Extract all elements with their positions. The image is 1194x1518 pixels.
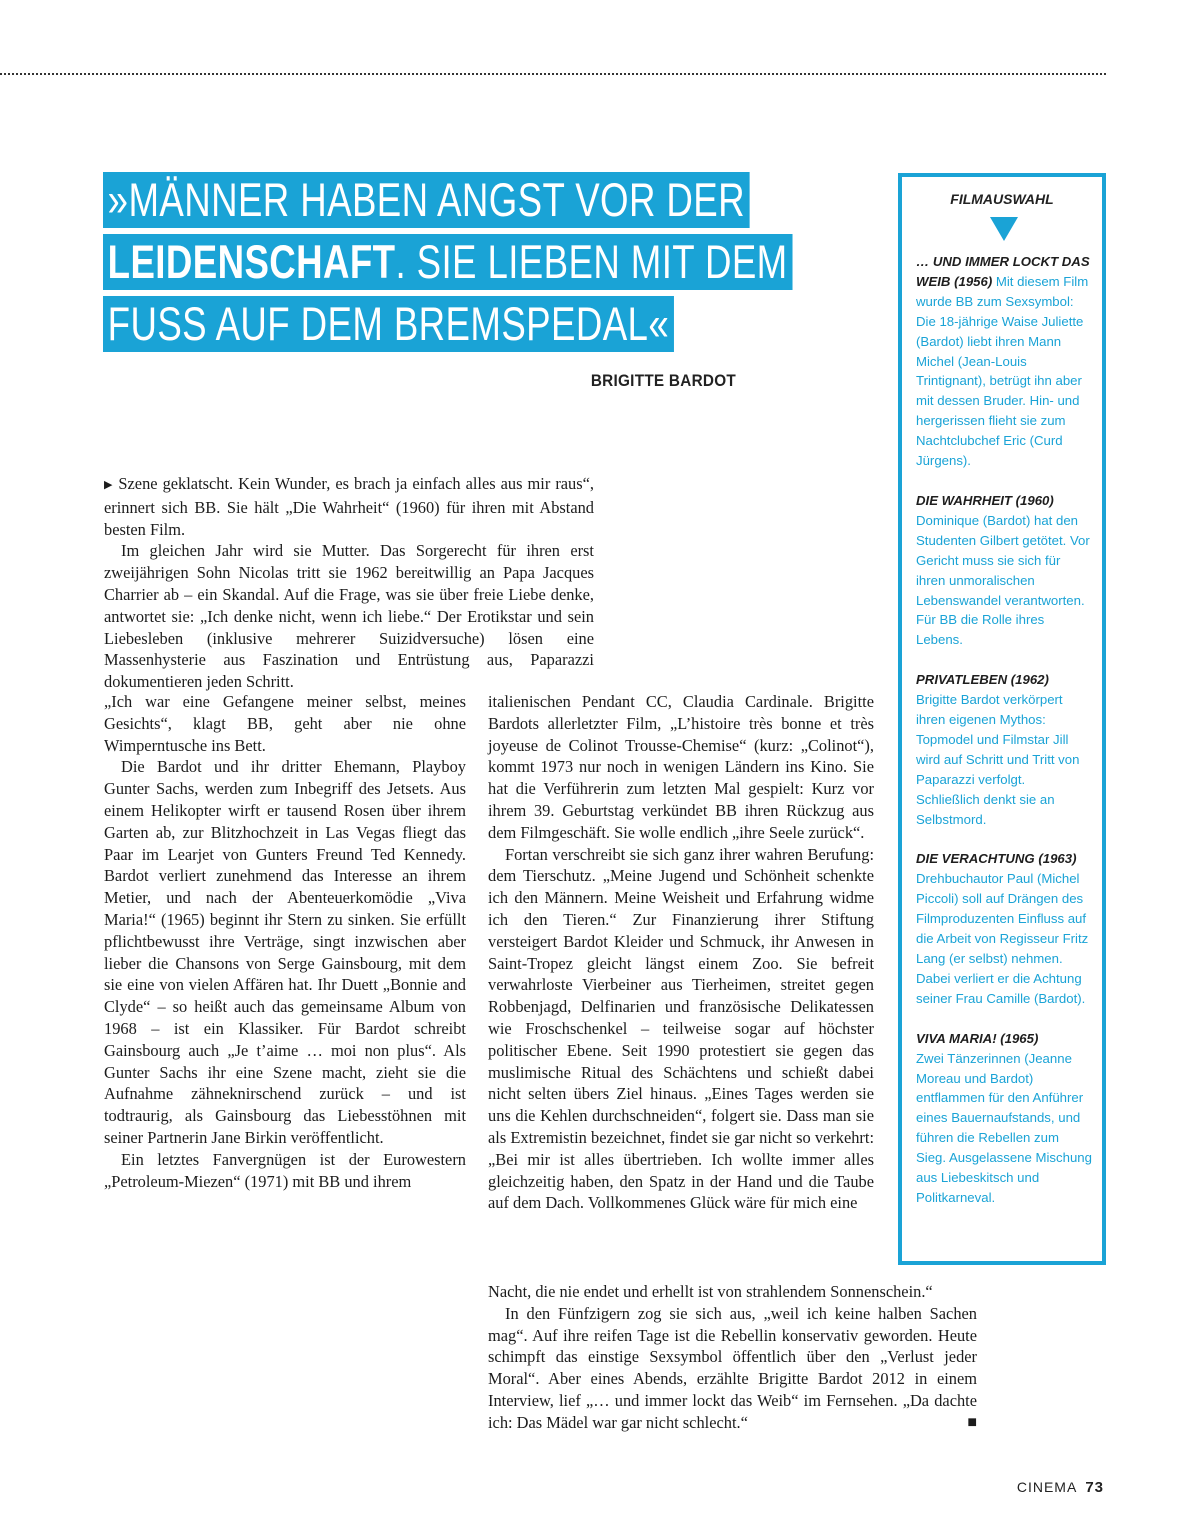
film-title: … UND IMMER LOCKT DAS WEIB (1956) [916, 254, 1090, 289]
film-entry [916, 252, 1092, 471]
film-entry [916, 491, 1092, 650]
quote-line-3 [103, 296, 674, 352]
quote-bold-word: LEIDENSCHAFT [107, 235, 396, 288]
quote-attribution: BRIGITTE BARDOT [590, 371, 736, 390]
paragraph: Die Bardot und ihr dritter Ehemann, Playboy Gunter Sachs, werden zum Inbegriff des Jetsets. Aus einem Helikopter wirft er tausend Rosen über ihrem Garten ab, zur Blitzhochzeit in Las Vegas fliegt das Paar im Learjet von Gunters Freund Ted Kennedy. Bardot verliert zunehmend das Interesse an ihrem Metier, und nach der Abenteuerkomödie „Viva Maria!“ (1965) beginnt ihr Stern zu sinken. Sie erfüllt pflichtbewusst ihre Verträge, singt inzwischen aber lieber die Chansons von Serge Gainsbourg, mit dem sie eine von vielen Affären hat. Ihr Duett „Bonnie and Clyde“ – so heißt auch das gemeinsame Album von 1968 – ist ein Klassiker. Für Bardot schreibt Gainsbourg auch „Je t’aime … moi non plus“. Als Gunter Sachs ihr eine Szene macht, zieht sie die Aufnahme zähneknirschend zurück – und ist todtraurig, als Gainsbourg das Liebesstöhnen mit seiner Partnerin Jane Birkin veröffentlicht. [104, 757, 466, 1147]
quote-line-3-text: FUSS AUF DEM BREMSPEDAL« [107, 297, 670, 350]
pull-quote [103, 172, 788, 358]
film-entry [916, 849, 1092, 1008]
film-description: Dominique (Bardot) hat den Studenten Gilbert getötet. Vor Gericht muss sie sich für ihren unmoralischen Lebenswandel verantworten. Für BB die Rolle ihres Lebens. [916, 512, 1090, 648]
paragraph: Ein letztes Fanvergnügen ist der Eurowestern „Petroleum-Miezen“ (1971) mit BB und ihrem [104, 1149, 466, 1191]
article-column-1 [104, 473, 594, 693]
paragraph: italienischen Pendant CC, Claudia Cardinale. Brigitte Bardots allerletzter Film, „L’histoire très bonne et très joyeuse de Colinot Trousse-Chemise“ (kurz: „Colinot“), kommt 1973 nur noch in wenigen Ländern ins Kino. Sie hat die Verführerin zum letzten Mal gespielt: Kurz vor ihrem 39. Geburtstag verkündet BB ihren Rückzug aus dem Filmgeschäft. Sie wolle endlich „ihre Seele zurück“. [488, 692, 874, 842]
film-title: VIVA MARIA! (1965) [916, 1030, 1039, 1046]
triangle-down-icon [990, 217, 1018, 241]
film-entry [916, 1029, 1092, 1208]
film-selection-sidebar [898, 173, 1106, 1265]
page-footer [1017, 1479, 1104, 1496]
end-square-icon: ■ [967, 1413, 977, 1431]
page-number: 73 [1085, 1479, 1104, 1496]
sidebar-entries [916, 252, 1092, 1228]
film-description: Drehbuchautor Paul (Michel Piccoli) soll auf Drängen des Filmproduzenten Einfluss auf die Arbeit von Regisseur Fritz Lang (er selbst) nehmen. Dabei verliert er die Achtung seiner Frau Camille (Bardot). [916, 871, 1089, 1006]
paragraph: Im gleichen Jahr wird sie Mutter. Das Sorgerecht für ihren erst zweijährigen Sohn Nicolas tritt sie 1962 bereitwillig an Papa Jacques Charrier ab – ein Skandal. Auf die Frage, was sie über freie Liebe denke, antwortet sie: „Ich denke nicht, wenn ich liebe.“ Der Erotikstar und sein Liebesleben (inklusive mehrerer Suizidversuche) lösen eine Massenhysterie aus Faszination und Entrüstung aus, Paparazzi dokumentieren jeden Schritt. [104, 541, 594, 692]
film-description: Brigitte Bardot verkörpert ihren eigenen Mythos: Topmodel und Filmstar Jill wird auf Schritt und Tritt von Paparazzi verfolgt. Schließlich denkt sie an Selbstmord. [916, 692, 1080, 827]
film-title: PRIVATLEBEN (1962) [916, 672, 1049, 688]
paragraph: „Ich war eine Gefangene meiner selbst, meines Gesichts“, klagt BB, geht aber nie ohne Wimperntusche ins Bett. [104, 692, 466, 755]
paragraph-text: Szene geklatscht. Kein Wunder, es brach ja einfach alles aus mir raus“, erinnert sich BB. Sie hält „Die Wahrheit“ (1960) für ihren mit Abstand besten Film. [104, 474, 594, 539]
paragraph [488, 1303, 977, 1434]
top-dotted-rule [0, 73, 1106, 75]
quote-line-2 [103, 234, 792, 290]
quote-line-1 [103, 172, 750, 228]
quote-line-2-text: . SIE LIEBEN MIT DEM [395, 235, 788, 288]
film-description: Mit diesem Film wurde BB zum Sexsymbol: Die 18-jährige Waise Juliette (Bardot) liebt ihren Mann Michel (Jean-Louis Trintignant), betrügt ihn aber mit dessen Bruder. Hin- und hergerissen flieht sie zum Nachtclubchef Eric (Curd Jürgens). [916, 273, 1089, 469]
sidebar-heading: FILMAUSWAHL [950, 191, 1054, 207]
film-description: Zwei Tänzerinnen (Jeanne Moreau und Bardot) entflammen für den Anführer eines Bauernaufstands, und führen die Rebellen zum Sieg. Ausgelassene Mischung aus Liebeskitsch und Politkarneval. [916, 1050, 1092, 1205]
paragraph: Nacht, die nie endet und erhellt ist von strahlendem Sonnenschein.“ [488, 1282, 933, 1301]
paragraph-text: In den Fünfzigern zog sie sich aus, „weil ich keine halben Sachen mag“. Auf ihre reifen Tage ist die Rebellin konservativ geworden. Heute schimpft das einstige Sexsymbol öffentlich über den „Verlust jeder Moral“. Aber eines Abends, erzählte Brigitte Bardot 2012 in einem Interview, lief „… und immer lockt das Weib“ im Fernsehen. „Da dachte ich: Das Mädel war gar nicht schlecht.“ [488, 1303, 977, 1432]
article-column-2 [104, 691, 466, 1192]
film-entry [916, 670, 1092, 829]
continue-arrow-icon: ▶ [104, 479, 114, 491]
article-column-3 [488, 691, 874, 1214]
paragraph: Fortan verschreibt sie sich ganz ihrer wahren Berufung: dem Tierschutz. „Meine Jugend und Schönheit schenkte ich den Männern. Meine Weisheit und Erfahrung widme ich den Tieren.“ Zur Finanzierung ihrer Stiftung versteigert Bardot Kleider und Schmuck, ihr Anwesen in Saint-Tropez gleicht längst einem Zoo. Sie befreit verwahrloste Vierbeiner aus Tierheimen, streitet gegen Robbenjagd, Delfinarien und französische Delikatessen wie Froschschenkel – teilweise sogar auf höchster politischer Ebene. Seit 1990 protestiert sie gegen das muslimische Ritual des Schächtens und schießt dabei nicht selten übers Ziel hinaus. „Eines Tages werden sie uns die Kehlen durchschneiden“, folgert sie. Dass man sie als Extremistin bezeichnet, findet sie gar nicht so verkehrt: „Bei mir ist alles übertrieben. Ich wollte immer alles gleichzeitig haben, den Spatz in der Hand und die Taube auf dem Dach. Vollkommenes Glück wäre für mich eine [488, 844, 874, 1213]
film-title: DIE WAHRHEIT (1960) [916, 492, 1054, 508]
magazine-name: CINEMA [1016, 1479, 1078, 1495]
film-title: DIE VERACHTUNG (1963) [916, 851, 1077, 867]
paragraph [104, 473, 594, 540]
quote-line-1-text: »MÄNNER HABEN ANGST VOR DER [107, 173, 745, 226]
article-column-4 [488, 1281, 977, 1434]
